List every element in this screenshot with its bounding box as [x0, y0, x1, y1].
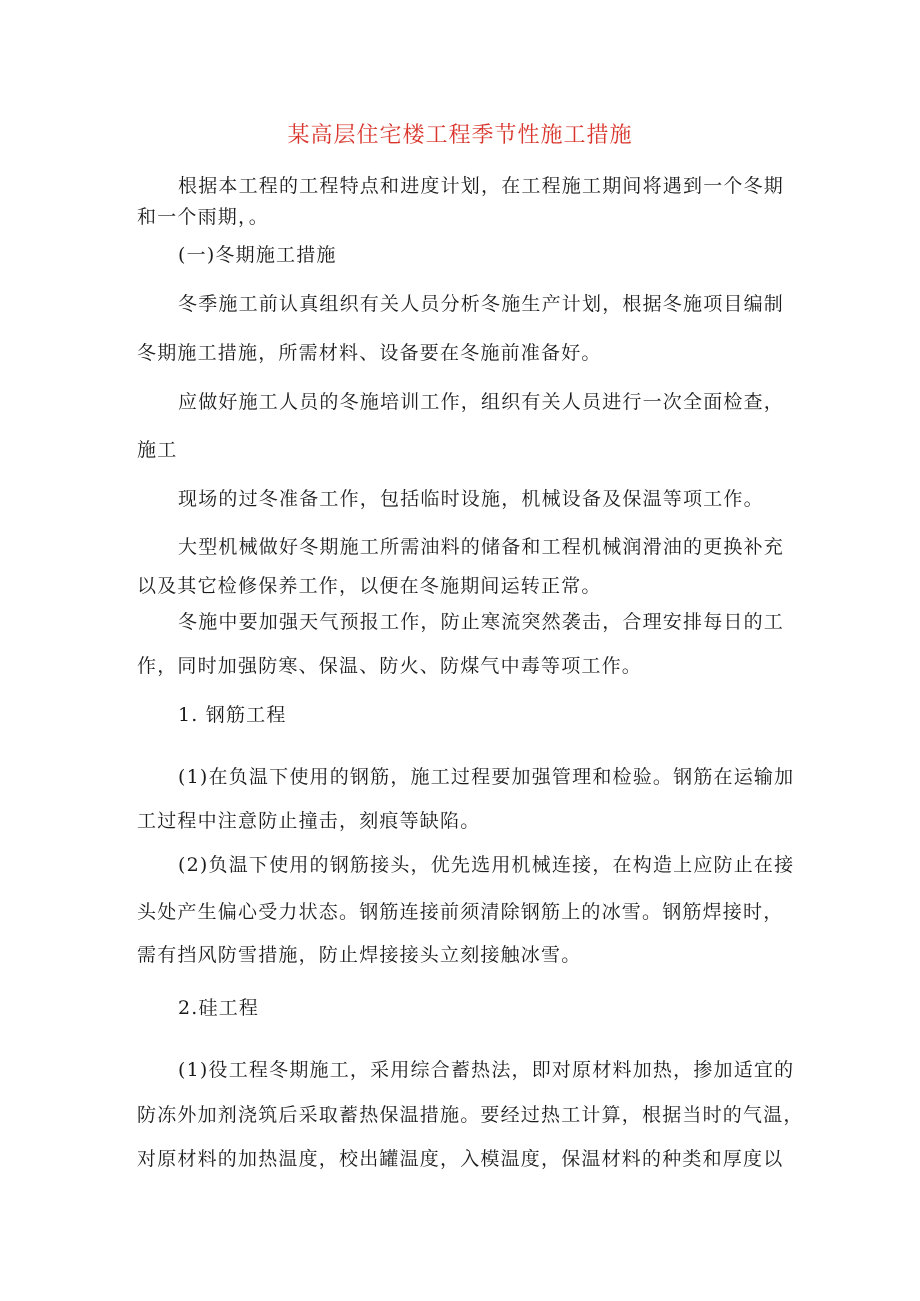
paragraph-line: 头处产生偏心受力状态。钢筋连接前须清除钢筋上的冰雪。钢筋焊接时，	[137, 901, 784, 923]
paragraph-line: (2)负温下使用的钢筋接头，优先选用机械连接，在构造上应防止在接	[178, 854, 795, 876]
paragraph-line: 冬期施工措施，所需材料、设备要在冬施前准备好。	[137, 342, 602, 364]
paragraph-line: 根据本工程的工程特点和进度计划，在工程施工期间将遇到一个冬期	[178, 175, 785, 197]
paragraph-line: (1)役工程冬期施工，采用综合蓄热法，即对原材料加热，掺加适宜的	[178, 1059, 795, 1081]
paragraph-line: 现场的过冬准备工作，包括临时设施，机械设备及保温等项工作。	[178, 488, 764, 510]
paragraph-line: 以及其它检修保养工作，以便在冬施期间运转正常。	[137, 575, 602, 597]
paragraph-line: (1)在负温下使用的钢筋，施工过程要加强管理和检验。钢筋在运输加	[178, 766, 795, 788]
paragraph-line: 对原材料的加热温度，校出罐温度，入模温度，保温材料的种类和厚度以	[137, 1148, 784, 1170]
paragraph-line: 应做好施工人员的冬施培训工作，组织有关人员进行一次全面检查，	[178, 391, 785, 413]
document-title: 某高层住宅楼工程季节性施工措施	[287, 123, 633, 148]
paragraph-line: 施工	[137, 439, 178, 461]
paragraph-line: 冬季施工前认真组织有关人员分析冬施生产计划，根据冬施项目编制	[178, 293, 785, 315]
paragraph-line: 作，同时加强防寒、保温、防火、防煤气中毒等项工作。	[137, 655, 643, 677]
subsection-heading: 1. 钢筋工程	[178, 704, 287, 726]
paragraph-line: 和一个雨期，。	[137, 206, 269, 228]
paragraph-line: 需有挡风防雪措施，防止焊接接头立刻接触冰雪。	[137, 944, 582, 966]
paragraph-line: 大型机械做好冬期施工所需油料的储备和工程机械润滑油的更换补充	[178, 536, 785, 558]
subsection-heading: 2.硅工程	[178, 997, 260, 1019]
paragraph-line: 防冻外加剂浇筑后采取蓄热保温措施。要经过热工计算，根据当时的气温，	[137, 1104, 804, 1126]
section-heading: (一)冬期施工措施	[178, 244, 337, 266]
paragraph-line: 冬施中要加强天气预报工作，防止寒流突然袭击，合理安排每日的工	[178, 611, 785, 633]
paragraph-line: 工过程中注意防止撞击，刻痕等缺陷。	[137, 810, 481, 832]
